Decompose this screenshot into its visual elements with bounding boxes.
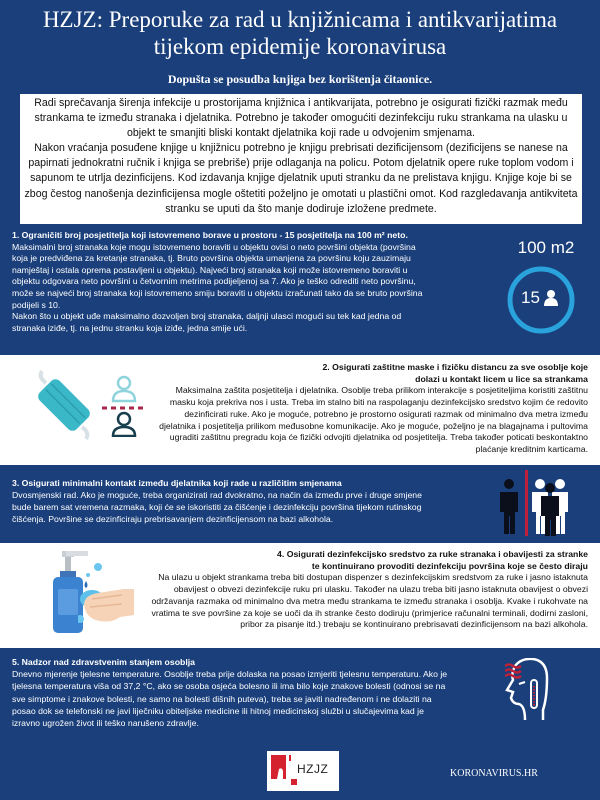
page-title: HZJZ: Preporuke za rad u knjižnicama i antikvarijatima tijekom epidemije koronavirusa <box>42 7 558 59</box>
page-subtitle: Dopušta se posudba knjiga bez korištenja čitaonice. <box>167 72 433 86</box>
intro-paragraph-2: Nakon vraćanja posuđene knjige u knjižnicu potrebno je knjigu prebrisati dezificijensom (dezificijens se nanese na papirnati jednokratni ručnik i knjiga se prebriše) prije odlaganja na policu. Potom djelatnik opere ruke toplom vodom i sapunom te utrlja dezinficijens. Kod izdavanja knjige djelatnik uputi stranku da ne prelistava knjigu. Knjige koje bi se zbog čestog nanošenja dezinficijensa mogle oštetiti poželjno je omotati u plastični omot. Kod razgledavanja antikviteta stranku se uputi da što manje dodiruje izložene predmete. <box>24 142 578 215</box>
section-5-body: Dnevno mjerenje tjelesne temperature. Osoblje treba prije dolaska na posao izmjeriti tjelesnu temperaturu. Ako je tjelesna temperatura viša od 37,2 °C, ako se osoba osjeća bolesno ili ima bilo koje znakove bolesti (odnosi se na sve simptome i znakove bolesti, ne samo na bolesti dišnih puteva), treba se javiti nadređenom i ne dolaziti na posao dok se telefonski ne javi liječniku obiteljske medicine ili hitnoj medicinskoj službi u slučajevima kad je izravno ugrožen život ili teško narušeno zdravlje. <box>12 669 448 729</box>
section-2-body: Maksimalna zaštita posjetitelja i djelatnika. Osoblje treba prilikom interakcije s posjetiteljima koristiti zaštitnu masku koja prekriva nos i usta. Treba im stalno biti na raspolaganju dezinfekcijsko sredstvo kojim će redovito dezinficirati ruke. Ako je moguće, potrebno je prostorno osigurati razmak od minimalno dva metra između djelatnika i posjetitelja prilikom međusobne komunikacije. Ako je moguće, poželjno je na blagajnama i pultovima ugraditi zaštitnu pregradu koja će fizički odvojiti djelatnika od posjetitelja. Treba također poticati beskontaktno plaćanje kreditnim karticama. <box>159 385 588 454</box>
section-1-body-2: Nakon što u objekt uđe maksimalno dozvoljen broj stranaka, daljnji ulasci mogući su tek kad jedna od stranaka iziđe, tj. na jednu stranku koja iziđe, jedna smije ući. <box>12 311 402 333</box>
section-4-heading: 4. Osigurati dezinfekcijsko sredstvo za ruke stranaka i obavijesti za stranke te kontinuirano provoditi dezinfekciju površina koje se često diraju <box>277 549 588 571</box>
capacity-count: 15 <box>521 288 540 307</box>
section-4-disinfection <box>0 540 600 648</box>
face-mask-icon <box>34 369 94 441</box>
intro-paragraph-1: Radi sprečavanja širenja infekcije u prostorijama knjižnica i antikvarijata, potrebno je osigurati fizički razmak među strankama te između stranaka i djelatnika. Potrebno je također omogućiti dezinfekciju ruku strankama na ulasku u objekt te smanjiti bliski kontakt djelatnika koji rade u odvojenim smjenama. <box>34 97 568 140</box>
section-3-heading: 3. Osigurati minimalni kontakt između djelatnika koji rade u različitim smjenama <box>12 478 342 488</box>
capacity-ring-icon <box>505 264 577 336</box>
fever-thermometer-icon <box>505 658 553 724</box>
distance-people-icon <box>98 375 150 437</box>
section-3-shifts <box>0 466 600 538</box>
section-2-masks-distance <box>0 352 600 465</box>
section-3-body: Dvosmjenski rad. Ako je moguće, treba organizirati rad dvokratno, na način da između prve i druge smjene bude barem sat vremena razmaka, koji će se iskoristiti za čišćenje i dezinfekciju površina tijekom rutinskog čišćenja. Površine se dezinficiraju prebrisavanjem dezinficijensom na bazi alkohola. <box>12 489 422 524</box>
section-1-body: Maksimalni broj stranaka koje mogu istovremeno boraviti u objektu ovisi o neto površini objekta (površina koja je predviđena za kretanje stranaka, tj. Bruto površina objekta umanjena za površinu koju zauzimaju namještaj i ostala oprema postavljeni u objektu). Najveći broj stranaka koji može istovremeno boraviti u objektu odgovara neto površini u četvornim metrima podijeljenoj sa 7. Ako je teško odrediti neto površinu, može se najveći broj stranaka koji istovremeno smiju boraviti u objektu izračunati tako da se bruto površina podijeli s 10. <box>12 241 423 310</box>
section-5-heading: 5. Nadzor nad zdravstvenim stanjem osoblja <box>12 657 195 667</box>
area-label: 100 m2 <box>517 238 575 257</box>
hzjz-logo-mark-icon <box>269 751 299 791</box>
hzjz-logo <box>267 751 339 791</box>
separated-shifts-icon <box>496 470 572 536</box>
intro-box <box>20 94 582 224</box>
person-icon <box>544 289 558 306</box>
website-link[interactable]: KORONAVIRUS.HR <box>450 768 538 779</box>
hzjz-logo-text: HZJZ <box>297 762 329 776</box>
section-2-heading: 2. Osigurati zaštitne maske i fizičku distancu za sve osoblje koje dolazi u kontakt licem u lice sa strankama <box>322 362 588 384</box>
section-4-body: Na ulazu u objekt strankama treba biti dostupan dispenzer s dezinfekcijskim sredstvom za ruke i jasno istaknuta obavijest o obvezi dezinfekcije ruku pri ulasku. Također na ulazu treba biti jasno istaknuta obavijest o obvezi održavanja razmaka od minimalno dva metra među strankama te između stranaka i osoblja. Kvake i rukohvate na vratima te sve površine za koje se uoči da ih stranke često dodiruju (primjerice računalni terminali, dodirni zasloni, pribor za pisanje itd.) trebaju se kontinuirano prebrisavati dezinficijensom na bazi alkohola. <box>151 572 588 630</box>
washing-hands-icon <box>78 563 138 635</box>
section-1-heading: 1. Ograničiti broj posjetitelja koji istovremeno borave u prostoru - 15 posjetitelja na 100 m² neto. <box>12 230 408 240</box>
section-1-visitor-limit <box>0 226 600 350</box>
